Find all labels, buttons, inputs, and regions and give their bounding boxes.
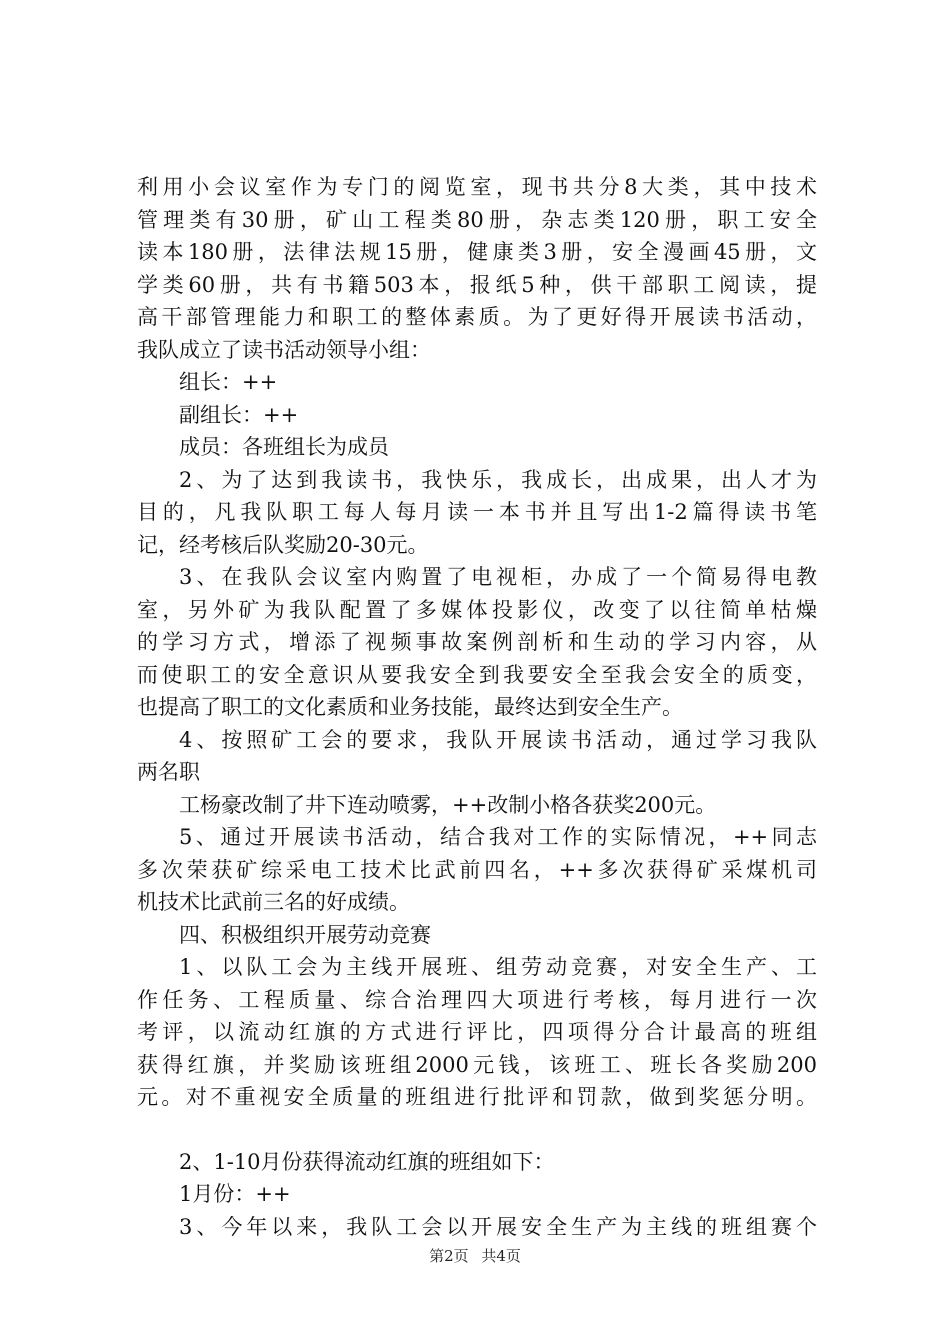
section-heading: 四、积极组织开展劳动竞赛: [179, 922, 431, 947]
text-line: 利用小会议室作为专门的阅览室，现书共分8大类，其中技术: [137, 175, 817, 199]
text-line: 1、以队工会为主线开展班、组劳动竞赛，对安全生产、工: [179, 955, 817, 979]
text-line: 5、通过开展读书活动，结合我对工作的实际情况，++同志: [179, 825, 817, 849]
text-line: 目的，凡我队职工每人每月读一本书并且写出1-2篇得读书笔: [137, 500, 817, 524]
text-line: 2、1-10月份获得流动红旗的班组如下：: [179, 1149, 555, 1174]
text-line: 成员：各班组长为成员: [179, 435, 389, 459]
text-line: 作任务、工程质量、综合治理四大项进行考核，每月进行一次: [137, 987, 817, 1012]
page-number: 第2页: [429, 1247, 469, 1265]
paragraph-gap: [137, 1114, 817, 1146]
text-line: 获得红旗，并奖励该班组2000元钱，该班工、班长各奖励200: [137, 1052, 817, 1077]
text-line: 4、按照矿工会的要求，我队开展读书活动，通过学习我队: [179, 727, 817, 752]
document-body: [137, 171, 817, 1243]
text-line: 多次荣获矿综采电工技术比武前四名，++多次获得矿采煤机司: [137, 857, 817, 882]
text-line: 3、在我队会议室内购置了电视柜，办成了一个简易得电教: [179, 565, 817, 589]
text-line: 两名职: [137, 760, 200, 784]
text-line: 元。对不重视安全质量的班组进行批评和罚款，做到奖惩分明。: [137, 1085, 817, 1109]
text-line: 机技术比武前三名的好成绩。: [137, 890, 410, 914]
page-footer: [0, 1245, 950, 1266]
text-line: 副组长：++: [179, 402, 299, 427]
text-line: 而使职工的安全意识从要我安全到我要安全至我会安全的质变，: [137, 662, 817, 687]
text-line: 高干部管理能力和职工的整体素质。为了更好得开展读书活动，: [137, 305, 817, 329]
text-line: 记，经考核后队奖励20-30元。: [137, 532, 429, 557]
page-total: 共4页: [481, 1247, 521, 1265]
text-line: 考评，以流动红旗的方式进行评比，四项得分合计最高的班组: [137, 1020, 817, 1044]
text-line: 学类60册，共有书籍503本，报纸5种，供干部职工阅读，提: [137, 272, 817, 297]
text-line: 也提高了职工的文化素质和业务技能，最终达到安全生产。: [137, 695, 683, 719]
text-line: 工杨豪改制了井下连动喷雾，++改制小格各获奖200元。: [179, 792, 717, 817]
text-line: 我队成立了读书活动领导小组：: [137, 337, 431, 362]
text-line: 管理类有30册，矿山工程类80册，杂志类120册，职工安全: [137, 207, 817, 232]
text-line: 组长：++: [179, 370, 278, 394]
text-line: 的学习方式，增添了视频事故案例剖析和生动的学习内容，从: [137, 630, 817, 654]
text-line: 读本180册，法律法规15册，健康类3册，安全漫画45册，文: [137, 240, 817, 264]
text-line: 3、今年以来，我队工会以开展安全生产为主线的班组赛个: [179, 1214, 817, 1239]
text-line: 1月份：++: [179, 1182, 291, 1206]
text-line: 室，另外矿为我队配置了多媒体投影仪，改变了以往简单枯燥: [137, 597, 817, 622]
text-line: 2、为了达到我读书，我快乐，我成长，出成果，出人才为: [179, 467, 817, 492]
